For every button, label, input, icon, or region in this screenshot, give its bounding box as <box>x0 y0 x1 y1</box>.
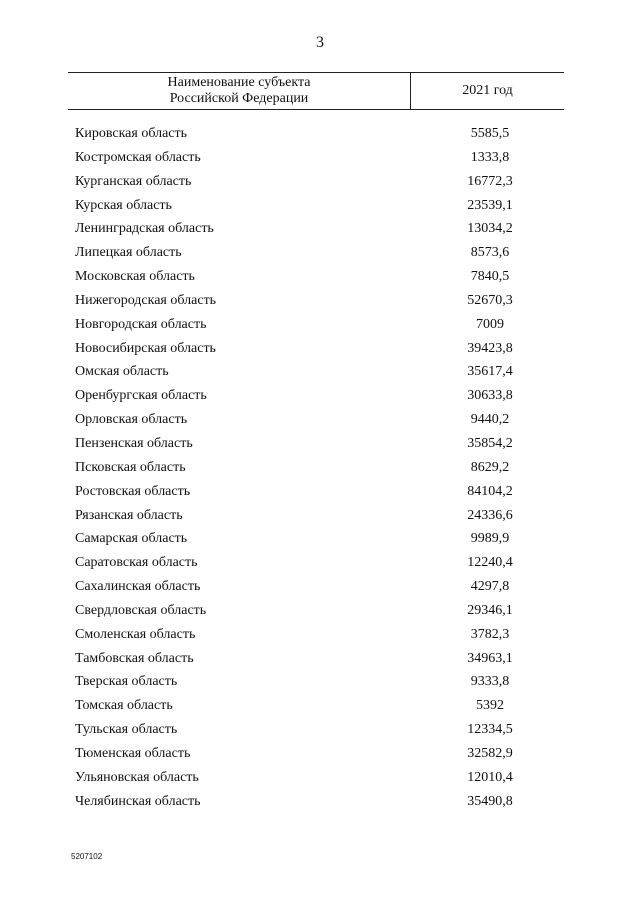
region-value: 52670,3 <box>467 292 513 308</box>
region-name: Нижегородская область <box>75 292 217 308</box>
table-row <box>0 219 640 243</box>
header-subject-name <box>68 75 410 107</box>
region-value: 5392 <box>476 698 504 714</box>
table-row <box>0 696 640 720</box>
region-name: Оренбургская область <box>75 388 207 404</box>
region-name: Свердловская область <box>75 602 207 618</box>
region-name: Челябинская область <box>75 793 201 809</box>
header-subject-name-line1: Наименование субъекта <box>167 75 311 90</box>
table-row <box>0 458 640 482</box>
region-name: Смоленская область <box>75 626 196 642</box>
table-row <box>0 744 640 768</box>
region-name: Костромская область <box>75 149 201 165</box>
region-name: Орловская область <box>75 412 188 428</box>
region-value: 29346,1 <box>467 602 513 618</box>
region-value: 12334,5 <box>467 722 513 738</box>
region-value: 4297,8 <box>470 579 510 595</box>
table-row <box>0 577 640 601</box>
region-value: 34963,1 <box>467 650 513 666</box>
region-name: Тамбовская область <box>75 650 194 666</box>
region-name: Саратовская область <box>75 555 198 571</box>
region-value: 5585,5 <box>470 126 510 141</box>
region-value: 12010,4 <box>467 769 513 785</box>
table-row <box>0 410 640 434</box>
region-value: 9440,2 <box>470 412 510 428</box>
region-value: 3782,3 <box>470 626 510 642</box>
table-row <box>0 649 640 673</box>
region-value: 9989,9 <box>470 531 510 547</box>
region-name: Липецкая область <box>75 245 182 261</box>
region-value: 13034,2 <box>467 221 513 237</box>
region-value: 35490,8 <box>467 793 513 809</box>
region-name: Курганская область <box>75 173 192 189</box>
table-row <box>0 315 640 339</box>
region-name: Тюменская область <box>75 745 191 761</box>
table-row <box>0 792 640 816</box>
table-row <box>0 291 640 315</box>
table-row <box>0 362 640 386</box>
table-row <box>0 386 640 410</box>
table-row <box>0 625 640 649</box>
region-value: 8629,2 <box>470 459 510 475</box>
region-value: 1333,8 <box>470 149 510 165</box>
region-name: Пензенская область <box>75 435 193 451</box>
region-name: Псковская область <box>75 459 186 475</box>
table-row <box>0 243 640 267</box>
region-value: 35854,2 <box>467 435 513 451</box>
region-name: Московская область <box>75 269 195 285</box>
table-row <box>0 553 640 577</box>
table-row <box>0 148 640 172</box>
table-row <box>0 172 640 196</box>
table-row <box>0 482 640 506</box>
region-name: Омская область <box>75 364 169 380</box>
table-row <box>0 672 640 696</box>
region-value: 12240,4 <box>467 555 513 571</box>
region-name: Новгородская область <box>75 316 207 332</box>
region-name: Ленинградская область <box>75 221 214 237</box>
region-value: 7009 <box>476 316 504 332</box>
region-value: 30633,8 <box>467 388 513 404</box>
header-year: 2021 год <box>462 83 513 98</box>
region-name: Ростовская область <box>75 483 191 499</box>
region-value: 9333,8 <box>470 674 510 690</box>
region-value: 23539,1 <box>467 197 513 213</box>
region-value: 39423,8 <box>467 340 513 356</box>
region-value: 8573,6 <box>470 245 510 261</box>
region-name: Томская область <box>75 698 173 714</box>
table-row <box>0 124 640 148</box>
region-value: 16772,3 <box>467 173 513 189</box>
document-code: 5207102 <box>71 852 103 861</box>
region-name: Кировская область <box>75 126 188 141</box>
table-row <box>0 601 640 625</box>
table-row <box>0 529 640 553</box>
table-row <box>0 267 640 291</box>
table-row <box>0 720 640 744</box>
table-row <box>0 196 640 220</box>
region-name: Курская область <box>75 197 172 213</box>
region-name: Новосибирская область <box>75 340 216 356</box>
table-body <box>0 124 640 815</box>
table-row <box>0 768 640 792</box>
region-name: Самарская область <box>75 531 188 547</box>
table-row <box>0 339 640 363</box>
region-value: 84104,2 <box>467 483 513 499</box>
page-number: 3 <box>316 34 324 51</box>
region-name: Ульяновская область <box>75 769 199 785</box>
table-row <box>0 434 640 458</box>
region-name: Тверская область <box>75 674 178 690</box>
region-value: 24336,6 <box>467 507 513 523</box>
region-value: 7840,5 <box>470 269 510 285</box>
header-subject-name-line2: Российской Федерации <box>169 91 309 106</box>
region-name: Рязанская область <box>75 507 183 523</box>
region-name: Тульская область <box>75 722 178 738</box>
region-value: 32582,9 <box>467 745 513 761</box>
table-row <box>0 506 640 530</box>
region-name: Сахалинская область <box>75 579 201 595</box>
table-header <box>68 72 564 110</box>
region-value: 35617,4 <box>467 364 513 380</box>
